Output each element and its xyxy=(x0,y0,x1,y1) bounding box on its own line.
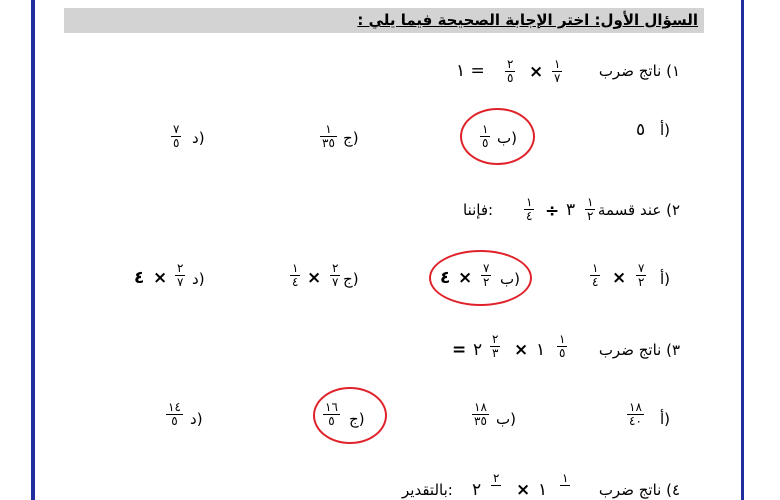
q2-option-d-fraction: ٢ ٧ xyxy=(177,261,184,289)
q2-stem: ٢) عند قسمة xyxy=(597,201,680,219)
q2-fraction-1: ١ ٢ xyxy=(587,195,594,223)
q1-option-b-label: ب) xyxy=(497,129,517,147)
q4-tail: بالتقدير: xyxy=(402,481,453,499)
q2-whole: ٣ xyxy=(566,200,576,220)
q2-option-a-fraction-2: ١ ٤ xyxy=(592,261,599,289)
q3-option-a-label: أ) xyxy=(660,410,671,428)
q2-option-a-times: × xyxy=(612,268,627,288)
q2-option-b-label: ب) xyxy=(500,270,520,288)
q1-option-a-value: ٥ xyxy=(636,120,646,140)
q1-tail: = ١ xyxy=(456,61,485,81)
q3-option-b-fraction: ١٨ ٣٥ xyxy=(474,400,487,428)
q1-fraction-1: ١ ٧ xyxy=(554,57,561,85)
q3-tail: = xyxy=(452,340,467,360)
q4-whole-1: ١ xyxy=(538,480,548,500)
q1-stem: ١) ناتج ضرب xyxy=(598,62,680,80)
q3-option-d-label: د) xyxy=(190,410,203,428)
q2-option-d-times: × xyxy=(153,268,168,288)
q2-option-d-label: د) xyxy=(192,270,205,288)
q2-option-c-fraction-2: ١ ٤ xyxy=(292,261,299,289)
q2-option-b-whole: ٤ xyxy=(440,268,451,288)
q4-stem: ٤) ناتج ضرب xyxy=(598,481,680,499)
q1-option-d-fraction: ٧ ٥ xyxy=(173,122,180,150)
q3-option-c-fraction: ١٦ ٥ xyxy=(325,400,338,428)
q1-option-d-label: د) xyxy=(192,129,205,147)
q1-option-b-fraction: ١ ٥ xyxy=(482,122,489,150)
q3-fraction-2: ٢ ٣ xyxy=(492,332,499,360)
q3-option-d-fraction: ١٤ ٥ xyxy=(168,400,181,428)
q3-option-c-label: ج) xyxy=(349,410,365,428)
q1-option-a-label: أ) xyxy=(660,121,671,139)
q4-fraction-2: ٢ xyxy=(493,471,500,485)
q1-option-c-label: ج) xyxy=(343,129,359,147)
q2-divide: ÷ xyxy=(545,201,560,221)
q2-option-c-fraction-1: ٢ ٧ xyxy=(332,261,339,289)
q3-fraction-1: ١ ٥ xyxy=(559,332,566,360)
q2-tail: فإننا: xyxy=(463,201,494,219)
q1-times: × xyxy=(529,62,544,82)
q4-fraction-1: ١ xyxy=(562,471,569,485)
q1-fraction-2: ٢ ٥ xyxy=(507,57,514,85)
q4-times: × xyxy=(516,480,531,500)
q4-whole-2: ٢ xyxy=(472,480,482,500)
q3-times: × xyxy=(514,340,529,360)
q3-stem: ٣) ناتج ضرب xyxy=(598,341,680,359)
q2-fraction-2: ١ ٤ xyxy=(526,195,533,223)
q2-option-d-whole: ٤ xyxy=(134,268,145,288)
q3-whole-2: ٢ xyxy=(473,340,483,360)
question-heading: السؤال الأول: اختر الإجابة الصحيحة فيما يلي : xyxy=(357,11,698,29)
q2-option-b-fraction: ٧ ٢ xyxy=(483,261,490,289)
q2-option-b-times: × xyxy=(458,268,473,288)
page-border-right xyxy=(741,0,744,500)
q2-option-a-label: أ) xyxy=(660,270,671,288)
q1-option-c-fraction: ١ ٣٥ xyxy=(322,122,335,150)
q3-option-a-fraction: ١٨ ٤٠ xyxy=(629,400,642,428)
q2-option-c-times: × xyxy=(307,268,322,288)
q3-whole-1: ١ xyxy=(536,340,546,360)
q2-option-a-fraction-1: ٧ ٢ xyxy=(638,261,645,289)
q2-option-c-label: ج) xyxy=(343,270,359,288)
page-border-left xyxy=(31,0,35,500)
q3-option-b-label: ب) xyxy=(496,410,516,428)
